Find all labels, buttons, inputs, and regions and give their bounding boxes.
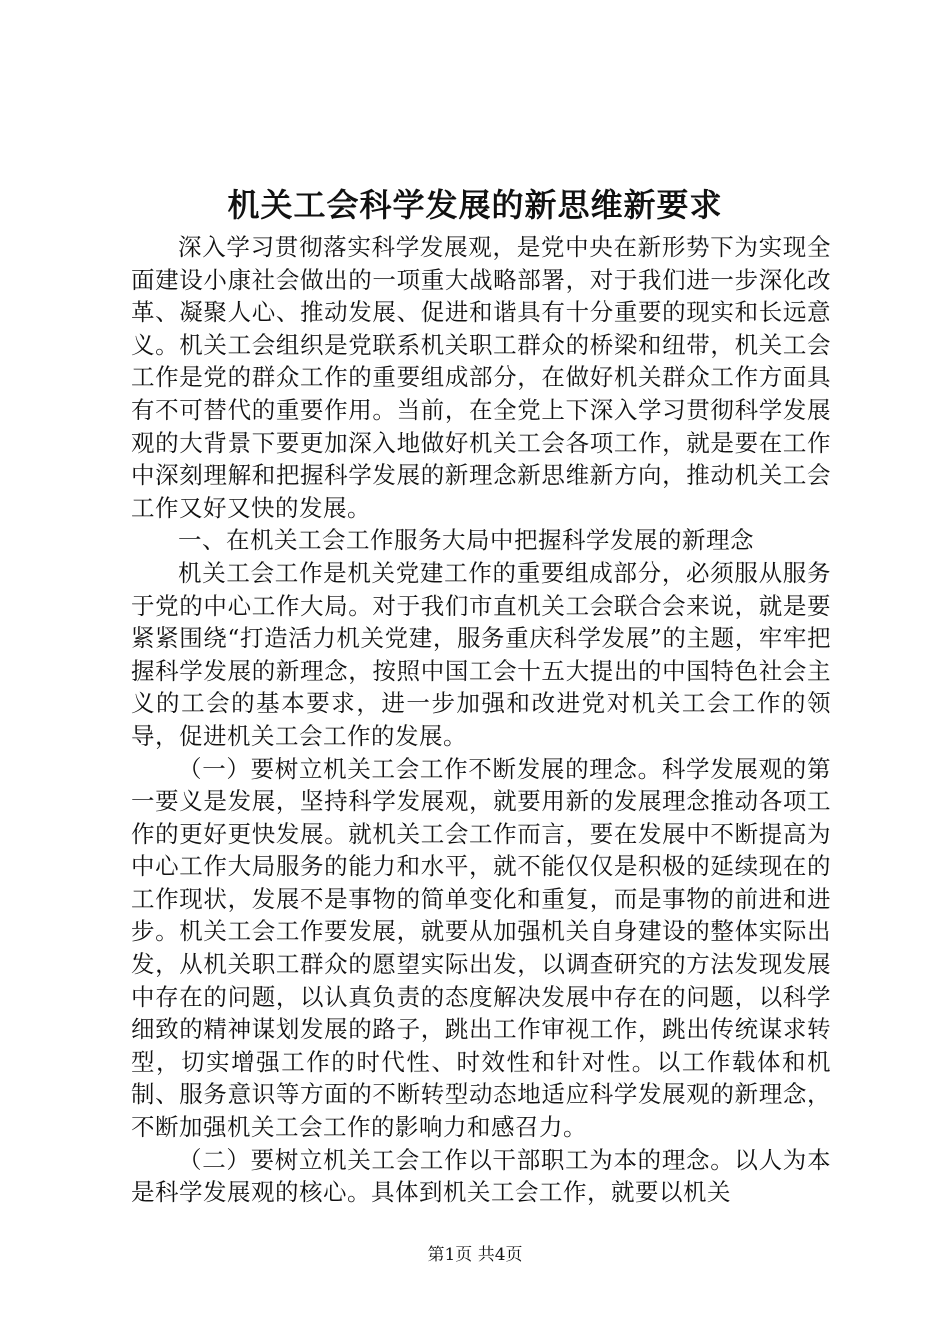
section-1-paragraph: 机关工会工作是机关党建工作的重要组成部分，必须服从服务于党的中心工作大局。对于我们市直机关工会联合会来说，就是要紧紧围绕“打造活力机关党建，服务重庆科学发展”的主题，牢牢把握科学发展的新理念，按照中国工会十五大提出的中国特色社会主义的工会的基本要求，进一步加强和改进党对机关工会工作的领导，促进机关工会工作的发展。 bbox=[131, 558, 831, 750]
subsection-2-paragraph: （二）要树立机关工会工作以干部职工为本的理念。以人为本是科学发展观的核心。具体到机关工会工作，就要以机关 bbox=[131, 1145, 831, 1207]
section-heading-1: 一、在机关工会工作服务大局中把握科学发展的新理念 bbox=[178, 526, 754, 555]
page-footer: 第1页 共4页 bbox=[427, 1245, 523, 1265]
subsection-1-paragraph: （一）要树立机关工会工作不断发展的理念。科学发展观的第一要义是发展，坚持科学发展观，就要用新的发展理念推动各项工作的更好更快发展。就机关工会工作而言，要在发展中不断提高为中心工作大局服务的能力和水平，就不能仅仅是积极的延续现在的工作现状，发展不是事物的简单变化和重复，而是事物的前进和进步。机关工会工作要发展，就要从加强机关自身建设的整体实际出发，从机关职工群众的愿望实际出发，以调查研究的方法发现发展中存在的问题，以认真负责的态度解决发展中存在的问题，以科学细致的精神谋划发展的路子，跳出工作审视工作，跳出传统谋求转型，切实增强工作的时代性、时效性和针对性。以工作载体和机制、服务意识等方面的不断转型动态地适应科学发展观的新理念，不断加强机关工会工作的影响力和感召力。 bbox=[131, 754, 831, 1142]
document-body bbox=[131, 231, 831, 1209]
intro-paragraph: 深入学习贯彻落实科学发展观，是党中央在新形势下为实现全面建设小康社会做出的一项重大战略部署，对于我们进一步深化改革、凝聚人心、推动发展、促进和谐具有十分重要的现实和长远意义。机关工会组织是党联系机关职工群众的桥梁和纽带，机关工会工作是党的群众工作的重要组成部分，在做好机关群众工作方面具有不可替代的重要作用。当前，在全党上下深入学习贯彻科学发展观的大背景下要更加深入地做好机关工会各项工作，就是要在工作中深刻理解和把握科学发展的新理念新思维新方向，推动机关工会工作又好又快的发展。 bbox=[131, 233, 831, 522]
document-title: 机关工会科学发展的新思维新要求 bbox=[227, 186, 723, 224]
